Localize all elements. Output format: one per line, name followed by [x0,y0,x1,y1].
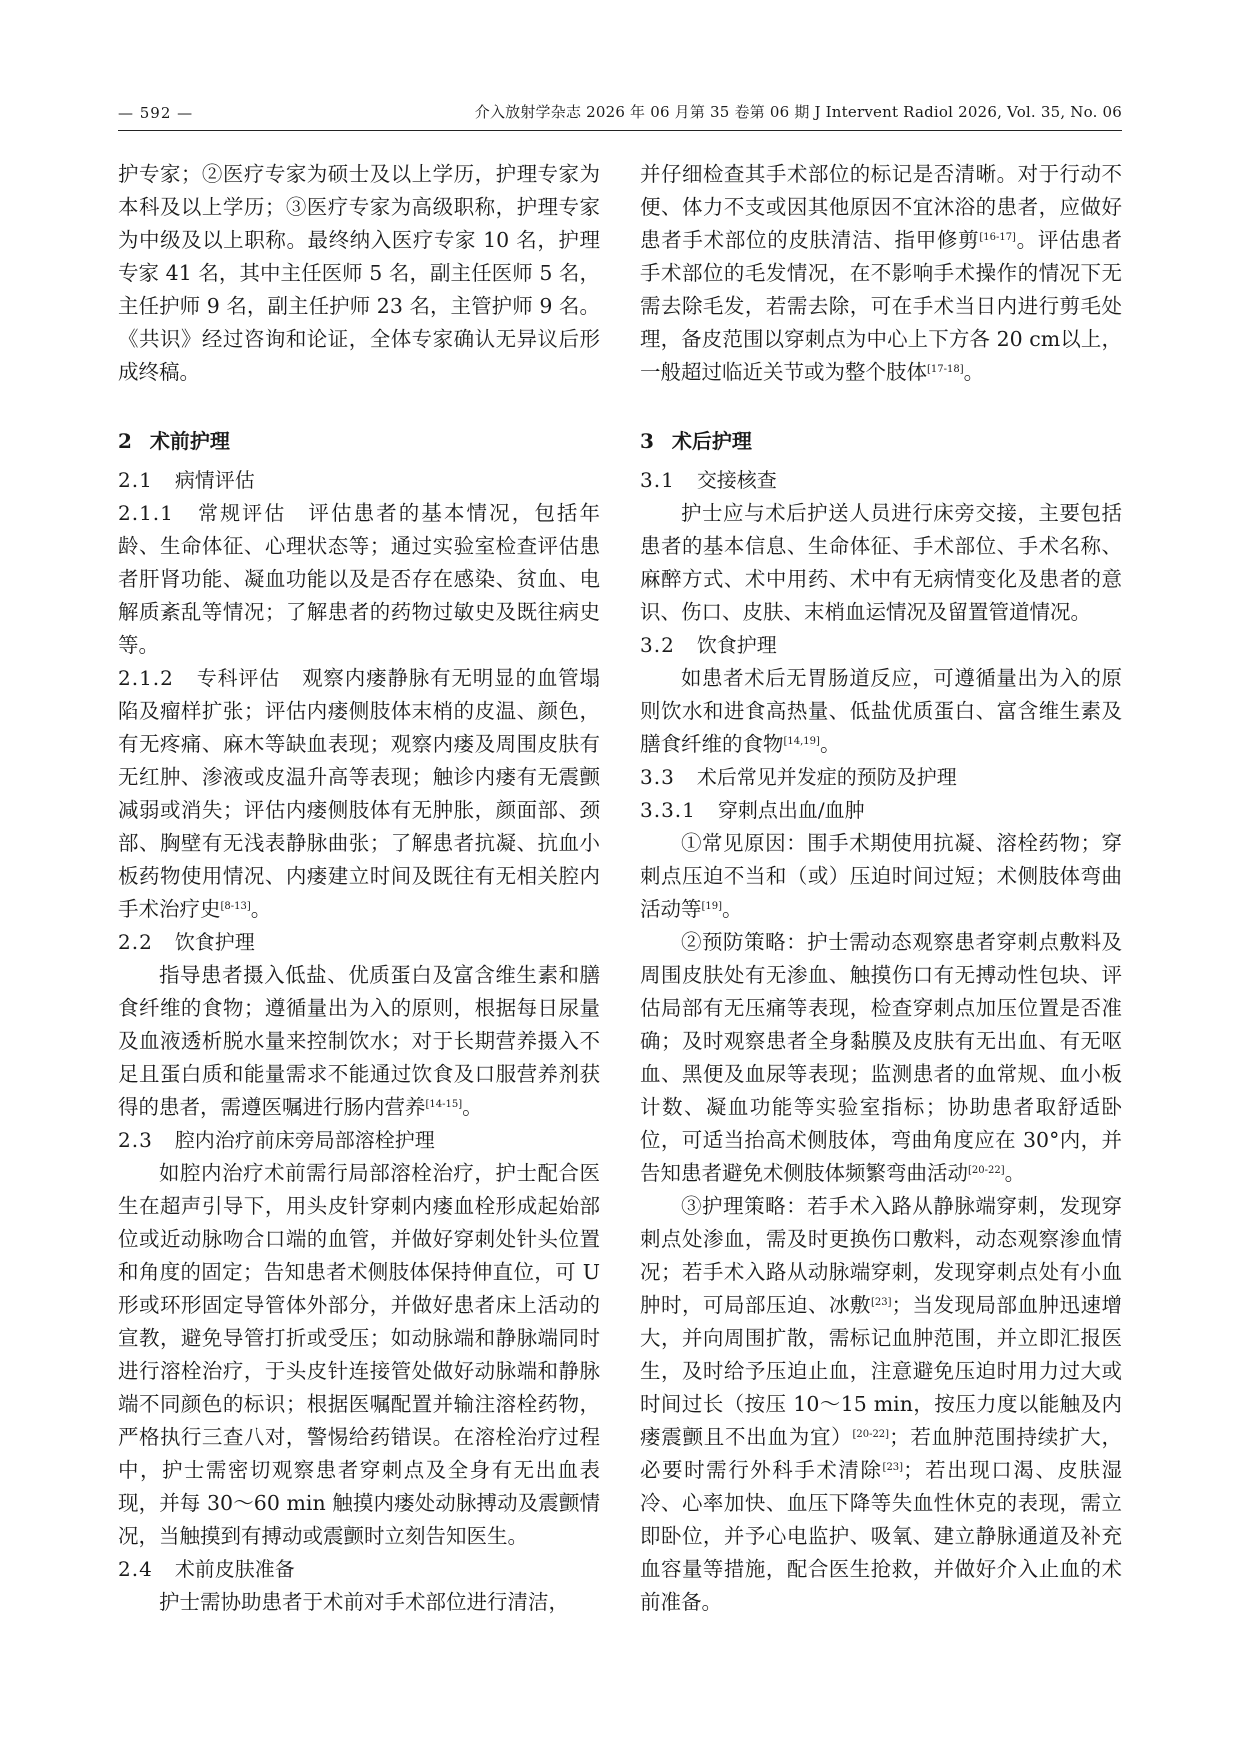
citation: [20-22] [852,1429,890,1440]
paragraph-text: 评估患者的基本情况，包括年龄、生命体征、心理状态等；通过实验室检查评估患者肝肾功能、凝血功能以及是否存在感染、贫血、电解质紊乱等情况；了解患者的药物过敏史及既往病史等。 [118,501,601,657]
subsection-number: 3.1 [640,468,675,492]
subsection-number: 2.3 [118,1128,153,1152]
paragraph-causes: ①常见原因：围手术期使用抗凝、溶栓药物；穿刺点压迫不当和（或）压迫时间过短；术侧肢体弯曲活动等[19]。 [640,831,1122,921]
paragraph-prevention: ②预防策略：护士需动态观察患者穿刺点敷料及周围皮肤处有无渗血、触摸伤口有无搏动性包块、评估局部有无压痛等表现，检查穿刺点加压位置是否准确；及时观察患者全身黏膜及皮肤有无出血、有无呕血、黑便及血尿等表现；监测患者的血常规、血小板计数、凝血功能等实验室指标；协助患者取舒适卧位，可适当抬高术侧肢体，弯曲角度应在 30°内，并告知患者避免术侧肢体频繁弯曲活动[20-22]。 [640,930,1122,1185]
paragraph [118,497,600,662]
running-header [118,96,1122,131]
citation: [17-18] [927,364,964,375]
section-heading [640,425,1122,458]
subsubsection-number: 2.1.2 [118,666,174,690]
subsection-number: 3.3 [640,765,675,789]
page-number: — 592 — [118,104,194,122]
subsection-heading [118,926,600,959]
paragraph-text: 指导患者摄入低盐、优质蛋白及富含维生素和膳食纤维的食物；遵循量出为入的原则，根据每日尿量及血液透析脱水量来控制饮水；对于长期营养摄入不足且蛋白质和能量需求不能通过饮食及口服营养剂获得的患者，需遵医嘱进行肠内营养 [118,963,600,1119]
subsection-title: 病情评估 [174,468,255,492]
journal-citation: 介入放射学杂志 2026 年 06 月第 35 卷第 06 期 J Intervent Radiol 2026, Vol. 35, No. 06 [474,103,1122,121]
subsubsection-number: 2.1.1 [118,501,174,525]
citation: [16-17] [979,232,1016,243]
subsubsection-number: 3.3.1 [640,798,696,822]
section-number: 2 [118,429,132,453]
subsection-heading [118,464,600,497]
right-column [640,158,1122,1619]
citation: [23] [882,1462,904,1473]
section-heading [118,425,600,458]
subsubsection-title: 常规评估 [195,501,287,525]
subsection-number: 2.2 [118,930,153,954]
citation: [8-13] [220,901,251,912]
paragraph: 护士应与术后护送人员进行床旁交接，主要包括患者的基本信息、生命体征、手术部位、手术名称、麻醉方式、术中用药、术中有无病情变化及患者的意识、伤口、皮肤、末梢血运情况及留置管道情况。 [640,501,1122,624]
subsubsection-heading [640,794,1122,827]
paragraph: 如腔内治疗术前需行局部溶栓治疗，护士配合医生在超声引导下，用头皮针穿刺内瘘血栓形成起始部位或近动脉吻合口端的血管，并做好穿刺处针头位置和角度的固定；告知患者术侧肢体保持伸直位，可 U 形或环形固定导管体外部分，并做好患者床上活动的宣教，避免导管打折或受压；如动脉端和静脉端同时进行溶栓治疗，于头皮针连接管处做好动脉端和静脉端不同颜色的标识；根据医嘱配置并输注溶栓药物，严格执行三查八对，警惕给药错误。在溶栓治疗过程中，护士需密切观察患者穿刺点及全身有无出血表现，并每 30～60 min 触摸内瘘处动脉搏动及震颤情况，当触摸到有搏动或震颤时立刻告知医生。 [118,1161,600,1548]
subsection-title: 术前皮肤准备 [174,1557,295,1581]
citation: [19] [701,901,723,912]
subsection-title: 术后常见并发症的预防及护理 [696,765,957,789]
subsection-title: 饮食护理 [696,633,777,657]
subsection-number: 3.2 [640,633,675,657]
continued-paragraph: 并仔细检查其手术部位的标记是否清晰。对于行动不便、体力不支或因其他原因不宜沐浴的患者，应做好患者手术部位的皮肤清洁、指甲修剪[16-17]。评估患者手术部位的毛发情况，在不影响手术操作的情况下无需去除毛发，若需去除，可在手术当日内进行剪毛处理，备皮范围以穿刺点为中心上下方各 20 cm以上，一般超过临近关节或为整个肢体[17-18]。 [640,162,1123,384]
section-title: 术后护理 [671,429,752,453]
section-number: 3 [640,429,654,453]
citation: [20-22] [968,1165,1005,1176]
subsection-title: 交接核查 [696,468,777,492]
paragraph-text: 观察内瘘静脉有无明显的血管塌陷及瘤样扩张；评估内瘘侧肢体末梢的皮温、颜色，有无疼痛、麻木等缺血表现；观察内瘘及周围皮肤有无红肿、渗液或皮温升高等表现；触诊内瘘有无震颤减弱或消失；评估内瘘侧肢体有无肿胀，颜面部、颈部、胸壁有无浅表静脉曲张；了解患者抗凝、抗血小板药物使用情况、内瘘建立时间及既往有无相关腔内手术治疗史 [118,666,601,921]
subsection-heading [640,761,1122,794]
subsection-number: 2.1 [118,468,153,492]
subsection-title: 腔内治疗前床旁局部溶栓护理 [174,1128,435,1152]
paragraph: 2.1.2 专科评估 观察内瘘静脉有无明显的血管塌陷及瘤样扩张；评估内瘘侧肢体末梢的皮温、颜色，有无疼痛、麻木等缺血表现；观察内瘘及周围皮肤有无红肿、渗液或皮温升高等表现；触诊内瘘有无震颤减弱或消失；评估内瘘侧肢体有无肿胀，颜面部、颈部、胸壁有无浅表静脉曲张；了解患者抗凝、抗血小板药物使用情况、内瘘建立时间及既往有无相关腔内手术治疗史[8-13]。 [118,666,601,921]
intro-paragraph: 护专家；②医疗专家为硕士及以上学历，护理专家为本科及以上学历；③医疗专家为高级职称，护理专家为中级及以上职称。最终纳入医疗专家 10 名，护理专家 41 名，其中主任医师 5 名，副主任医师 5 名，主任护师 9 名，副主任护师 23 名，主管护师 9 名。《共识》经过咨询和论证，全体专家确认无异议后形成终稿。 [118,162,600,384]
subsection-heading [640,464,1122,497]
paragraph-text: 如患者术后无胃肠道反应，可遵循量出为入的原则饮水和进食高热量、低盐优质蛋白、富含维生素及膳食纤维的食物 [640,666,1122,756]
subsection-heading [640,629,1122,662]
subsection-heading [118,1553,600,1586]
paragraph: 如患者术后无胃肠道反应，可遵循量出为入的原则饮水和进食高热量、低盐优质蛋白、富含维生素及膳食纤维的食物[14,19]。 [640,666,1122,756]
subsection-title: 饮食护理 [174,930,255,954]
left-column [118,158,600,1619]
subsection-number: 2.4 [118,1557,153,1581]
subsection-heading [118,1124,600,1157]
paragraph: 指导患者摄入低盐、优质蛋白及富含维生素和膳食纤维的食物；遵循量出为入的原则，根据每日尿量及血液透析脱水量来控制饮水；对于长期营养摄入不足且蛋白质和能量需求不能通过饮食及口服营养剂获得的患者，需遵医嘱进行肠内营养[14-15]。 [118,963,600,1119]
citation: [14,19] [783,736,820,747]
subsubsection-title: 穿刺点出血/血肿 [717,798,865,822]
subsubsection-title: 专科评估 [195,666,281,690]
citation: [14-15] [425,1099,463,1110]
paragraph: 护士需协助患者于术前对手术部位进行清洁， [159,1590,569,1614]
section-title: 术前护理 [149,429,230,453]
citation: [23] [870,1297,892,1308]
paragraph-nursing-strategy: ③护理策略：若手术入路从静脉端穿刺，发现穿刺点处渗血，需及时更换伤口敷料，动态观察渗血情况；若手术入路从动脉端穿刺，发现穿刺点处有小血肿时，可局部压迫、冰敷[23]；当发现局部血肿迅速增大，并向周围扩散，需标记血肿范围，并立即汇报医生，及时给予压迫止血，注意避免压迫时用力过大或时间过长（按压 10～15 min，按压力度以能触及内瘘震颤且不出血为宜）[20-22]；若血肿范围持续扩大，必要时需行外科手术清除[23]；若出现口渴、皮肤湿冷、心率加快、血压下降等失血性休克的表现，需立即卧位，并予心电监护、吸氧、建立静脉通道及补充血容量等措施，配合医生抢救，并做好介入止血的术前准备。 [640,1194,1123,1614]
